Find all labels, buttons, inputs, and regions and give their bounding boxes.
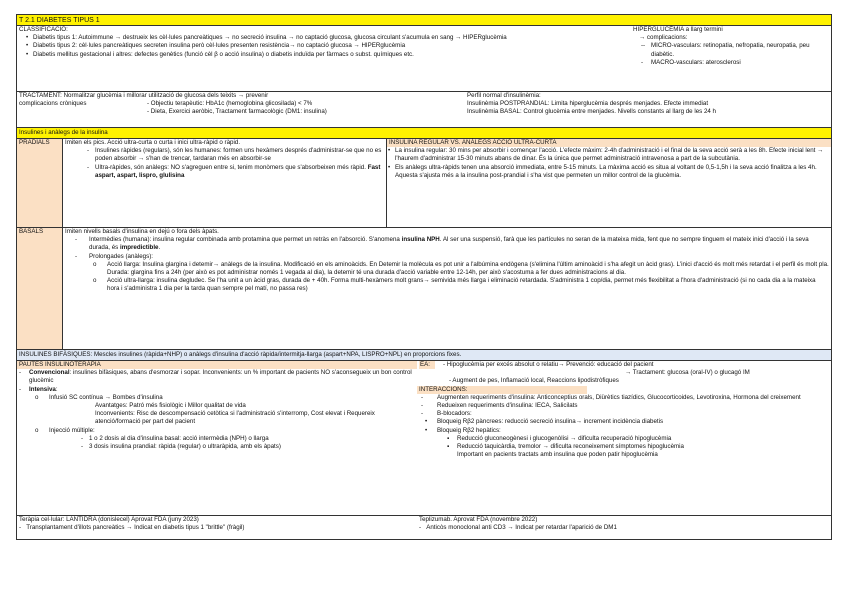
tractament-line: TRACTAMENT: Normalitzar glucèmia i millorar utilització de glucosa dels teixits → prevenir [19, 92, 269, 99]
terapia-cellular-line: - Transplantament d'illots pancreàtics → Indicat en diabetis tipus 1 "brittle" (fràgil) [19, 524, 245, 532]
ea-tractament: → Tractament: glucosa (oral-IV) o glucagó IM [625, 369, 750, 377]
pauta-intensiva: - Intensiva: [19, 385, 58, 393]
hepatic-item: ▪ Reducció taquicàrdia, tremolor → dificulta reconeixement símptomes hipoglucèmia [447, 442, 684, 450]
page-title: T 2.1 DIABETES TIPUS 1 [16, 14, 832, 26]
classificacio-heading: CLASSIFICACIÓ: [19, 26, 68, 33]
accio-llarga: o Acció llarga: Insulina glargina i detemir→ anàlegs de la insulina. Modificació en els aminoàcids. En Detemir la molècula es pot unir a l'albúmina endògena (s'elimina l'últim aminoàcid i s'ha afegit un àcid gras). L'inici d'acció és molt més retardat i el perfil és molt pla. Durada: glargina fins a 24h (per això es pot administrar només 1 vegada al dia), la detemir té una durada d'acció variable entre 12-14h, per això s'acostuma a fer dues administracions al dia. [93, 260, 829, 276]
insulines-rapides: - Insulines ràpides (regulars), són les humanes: formen uns hexàmers després d'administrar-se que no es poden absorbir → s'han de trencar, tardaran més en absorbir-se [89, 147, 384, 163]
ultra-rapides: - Ultra-ràpides, són anàlegs: NO s'agreguen entre si, tenim monòmers que s'absorbeixen més ràpid. Fast aspart, aspart, lispro, glulisina [89, 164, 384, 180]
pautes-section [16, 361, 832, 516]
pauta-convencional: - Convencional: insulines bifàsiques, abans d'esmorzar i sopar. Inconvenients: un % important de pacients NO s'aconsegueix un bon control glucèmic [19, 369, 412, 385]
basals-section [16, 228, 832, 350]
injeccio-multiple: o Injecció múltiple: [35, 426, 95, 434]
summary-sheet [16, 14, 832, 540]
regular-info: • La insulina regular: 30 mins per absorbir i començar l'acció. L'efecte màxim: 2-4h d'administració i el final de la seva acció serà a les 8h. Efecte inicial lent → l'haurem d'administrar 15-30 minuts abans de dinar. És la única que permet administració intravenosa a part de la subcutània. [395, 147, 829, 163]
tractament-opcions: - Dieta, Exercici aeròbic, Tractament farmacològic (DM1: insulina) [147, 108, 327, 116]
prolongades: - Prolongades (anàlegs): [75, 252, 153, 260]
inconvenients: Inconvenients: Risc de descompensació cetòtica si l'administració s'interromp, Cost elevat i Requereix atenció/formació per part del pacient [95, 410, 375, 426]
pautes-heading: PAUTES INSULINOTERÀPIA [17, 361, 417, 369]
insulines-bifasiques: INSULINES BIFÀSIQUES: Mescles insulines (ràpida+NHP) o anàlegs d'insulina d'acció ràpida/intermitja-llarga (aspart+NPA, LISPRO+NPL) en proporcions fixes. [16, 350, 832, 361]
interaccio-bblocadors: - B-blocadors: [421, 410, 472, 418]
hepatic-item: ▪ Reducció gluconeogènesi i glucogenòlisi → dificulta recuperació hipoglucèmia [447, 434, 672, 442]
terapies-section [16, 516, 832, 540]
perfil-postprandial: Insulinèmia POSTPRANDIAL: Limita hiperglucèmia després menjades. Efecte immediat [467, 100, 709, 108]
comparativa-title: INSULINA REGULAR VS. ANÀLEGS ACCIÓ ULTRA-CURTA [387, 139, 831, 147]
classificacio-section [16, 26, 832, 92]
ea-label: EA: [419, 361, 435, 369]
hiperglucemia-title: HIPERGLUCÈMIA a llarg termini [633, 26, 723, 33]
classificacio-item: • Diabetis mellitus gestacional i altres: defectes genètics (funció cèl β o acció insulina) o diabetis induïda per fàrmacs o subst. químiques etc. [33, 51, 619, 59]
teplizumab-title: Teplizumab. Aprovat FDA (novembre 2022) [419, 516, 538, 523]
complicacions-label: → complicacions: [639, 34, 688, 42]
ea-hipoglucemia: Hipoglucèmia per excés absolut o relatiu→ Prevenció: educació del pacient [446, 361, 654, 368]
accio-ultra-llarga: o Acció ultra-llarga: insulina degludec. Se l'ha unit a un àcid gras, durada de + 40h. Forma multi-hexàmers molt grans→ semivida més llarga i eliminació retardada. S'administra 1 cop/dia, permet més flexibilitat a l'hora d'administració (si no cada dia a la mateixa hora i s'administra 1 dia per la tarda quan sempre pel matí, no passa res) [93, 277, 816, 293]
terapia-cellular-title: Teràpia cel·lular: LANTIDRA (donislecel) Aprovat FDA (juny 2023) [19, 516, 199, 523]
ultrarapid-info: • Els anàlegs ultra-ràpids tenen una absorció immediata, entre 5-15 minuts. La màxima acció es situa al voltant de 0,5-1,5h i la seva acció finalitza a les 4h. Aquesta s'ajusta més a la insulina post-prandial i s'ha vist que permeten un millor control de la glucèmia. [395, 164, 829, 180]
insulines-heading: Insulines i anàlegs de la insulina [16, 128, 832, 139]
basals-label: BASALS [17, 228, 63, 349]
bloqueig-pancrees: • Bloqueig Rβ2 pàncrees: reducció secreció insulina→ increment incidència diabetis [425, 418, 664, 426]
tractament-line: complicacions cròniques [19, 100, 87, 108]
micro-vasculars: - - MICRO-vasculars: retinopatia, nefropatia, neuropatia, peu diabètic. [633, 42, 829, 58]
hepatic-item: Important en pacients tractats amb insulina que poden patir hipoglucèmia [457, 451, 658, 459]
objectiu-terapeutic: - Objectiu terapèutic: HbA1c (hemoglobina glicosilada) < 7% [147, 100, 313, 108]
pradials-label: PRADIALS [17, 139, 63, 227]
macro-vasculars: - MACRO-vasculars: aterosclerosi [641, 58, 741, 66]
interaccio-redueix: - Redueixen requeriments d'insulina: IECA, Salicilats [421, 401, 578, 409]
perfil-title: Perfil normal d'insulinèmia: [467, 92, 541, 99]
dosi-prandial: - 3 dosis insulina prandial: ràpida (regular) o ultraràpida, amb els àpats) [81, 442, 281, 450]
ea-altres: - Augment de pes, Inflamació local, Reaccions lipodistròfiques [449, 377, 619, 385]
basals-intro: Imiten nivells basals d'insulina en dejú o fora dels àpats. [65, 228, 219, 235]
interaccio-augment: - Augmenten requeriments d'insulina: Anticonceptius orals, Diürètics tiazídics, Glucocorticoides, Levotiroxina, Hormona del creixement [421, 393, 801, 401]
efectes-adversos: EA: - Hipoglucèmia per excés absolut o relatiu→ Prevenció: educació del pacient [420, 361, 654, 368]
intermedies: - Intermèdies (humana): insulina regular combinada amb protamina que permet un retràs en l'absorció. S'anomena insulina NPH. Al ser una suspensió, farà que les partícules no seran de la mateixa mida, fent que no sempre tinguem el mateix inici d'acció i la seva durada, és impredictible. [75, 236, 809, 252]
tractament-section [16, 92, 832, 128]
pradials-intro: Imiten els pics. Acció ultra-curta o curta i inici ultra-ràpid o ràpid. [65, 139, 241, 146]
perfil-basal: Insulinèmia BASAL: Control glucèmia entre menjades. Nivells constants al llarg de les 24 h [467, 108, 717, 116]
interaccions-heading: INTERACCIONS: [417, 386, 587, 394]
avantatges: Avantatges: Patró més fisiològic i Millor qualitat de vida [95, 401, 246, 409]
dosi-basal: - 1 o 2 dosis al dia d'insulina basal: acció intermèdia (NPH) o llarga [81, 434, 269, 442]
classificacio-item: • Diabetis tipus 2: cèl·lules pancreàtiques secreten insulina però cèl·lules presenten resistència→ no captació glucosa → HIPERglucèmia [33, 42, 619, 50]
bloqueig-hepatic: • Bloqueig Rβ2 hepàtics: [425, 426, 501, 434]
infusio-sc: o Infusió SC contínua → Bombes d'insulina [35, 393, 163, 401]
classificacio-item: • Diabetis tipus 1: Autoimmune → destrueix les cèl·lules pancreàtiques → no secreció insulina → no captació glucosa, glucosa circulant s'acumula en sang → HIPERglucèmia [33, 34, 619, 42]
pradials-section [16, 139, 832, 228]
teplizumab-line: - Anticòs monoclonal anti CD3 → Indicat per retardar l'aparició de DM1 [419, 524, 617, 532]
